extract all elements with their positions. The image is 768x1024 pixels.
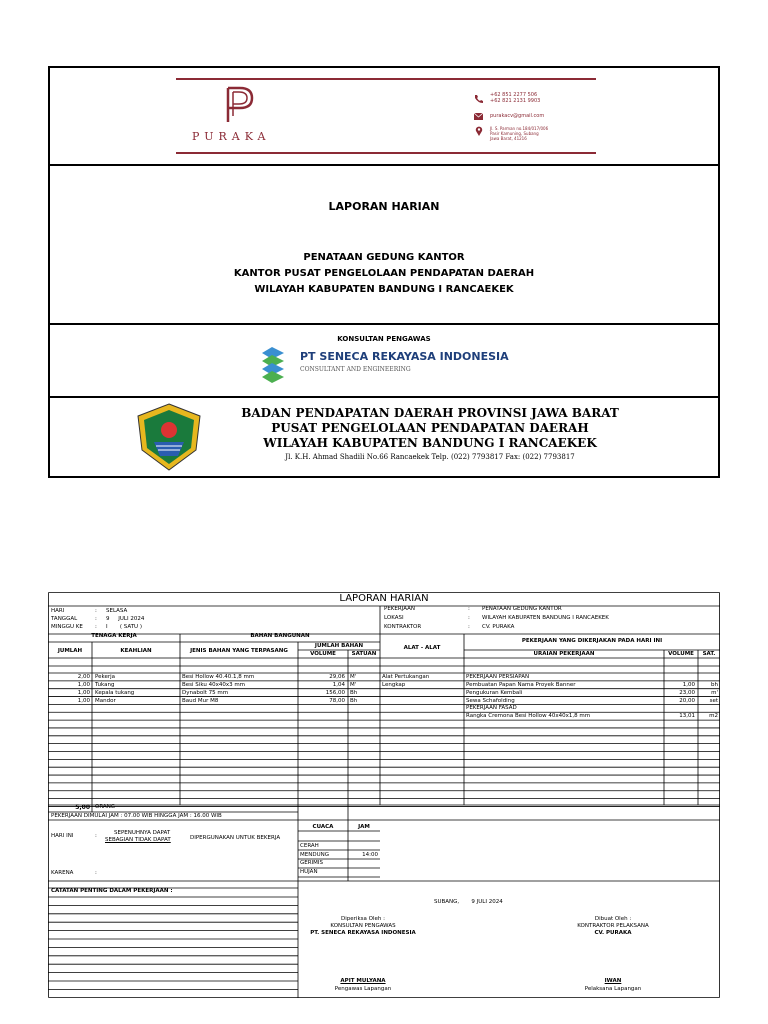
kontraktor-value: CV. PURAKA bbox=[482, 624, 515, 630]
worker-count: 2,00 bbox=[77, 674, 90, 680]
cover-page bbox=[48, 66, 720, 478]
project-line-2: KANTOR PUSAT PENGELOLAAN PENDAPATAN DAERAH bbox=[233, 268, 535, 279]
material-unit: M' bbox=[350, 674, 357, 680]
consultant-label: KONSULTAN PENGAWAS bbox=[337, 335, 431, 343]
tanggal-value: 9 JULI 2024 bbox=[106, 616, 145, 622]
weather-condition: HUJAN bbox=[300, 868, 318, 875]
work-unit: m2 bbox=[709, 713, 718, 720]
jam-header: JAM bbox=[358, 824, 370, 830]
worker-count: 1,00 bbox=[77, 681, 90, 688]
cuaca-header: CUACA bbox=[312, 824, 334, 830]
pekerjaan-value: PENATAAN GEDUNG KANTOR bbox=[482, 606, 562, 612]
worker-skill: Pekerja bbox=[95, 674, 116, 680]
karena-label: KARENA bbox=[51, 870, 74, 876]
minggu-label: MINGGU KE bbox=[51, 624, 83, 630]
header-volume: VOLUME bbox=[310, 651, 336, 657]
material-name: Dynabolt 75 mm bbox=[182, 689, 229, 696]
header-alat: ALAT - ALAT bbox=[403, 645, 441, 651]
agency-line-3: WILAYAH KABUPATEN BANDUNG I RANCAEKEK bbox=[263, 436, 597, 450]
hari-label: HARI bbox=[51, 608, 65, 614]
work-hours: PEKERJAAN DIMULAI JAM : 07.00 WIB HINGGA JAM : 16.00 WIB bbox=[51, 813, 222, 819]
header-jumlah-bahan: JUMLAH BAHAN bbox=[314, 643, 364, 649]
letterhead-bottom-rule bbox=[176, 152, 596, 154]
checked-by-label: Diperiksa Oleh : bbox=[341, 916, 385, 922]
letterhead-top-rule bbox=[176, 78, 596, 80]
weather-condition: GERIMIS bbox=[300, 860, 324, 867]
tool-name: Lengkap bbox=[382, 681, 406, 688]
form-title: LAPORAN HARIAN bbox=[339, 593, 429, 604]
work-item: Pembuatan Papan Nama Proyek Banner bbox=[466, 681, 576, 688]
tool-name: Alat Pertukangan bbox=[382, 674, 430, 680]
sign-1-name: APIT MULYANA bbox=[340, 978, 386, 984]
weather-condition: MENDUNG bbox=[300, 851, 329, 858]
worker-skill: Kepala tukang bbox=[95, 689, 135, 696]
work-volume: 20,00 bbox=[679, 697, 695, 704]
header-satuan: SATUAN bbox=[351, 651, 377, 657]
material-name: Baud Mur M8 bbox=[182, 697, 219, 704]
header-sat: SAT. bbox=[702, 651, 716, 657]
address-line-1: Jl. S. Parman no.184/017/006 bbox=[490, 126, 549, 131]
work-item: Rangka Cremona Besi Hollow 40x40x1,8 mm bbox=[466, 713, 591, 720]
header-keahlian: KEAHLIAN bbox=[120, 648, 152, 654]
email-text: purakacv@gmail.com bbox=[490, 113, 545, 119]
tanggal-colon: : bbox=[95, 616, 97, 622]
worker-count: 1,00 bbox=[77, 697, 90, 704]
project-line-3: WILAYAH KABUPATEN BANDUNG I RANCAEKEK bbox=[254, 284, 514, 295]
lokasi-colon: : bbox=[468, 615, 470, 621]
orang-label: ORANG bbox=[95, 804, 116, 810]
material-volume: 78,00 bbox=[329, 697, 345, 704]
made-company: CV. PURAKA bbox=[594, 930, 632, 936]
made-by-label: Dibuat Oleh : bbox=[594, 916, 632, 922]
project-line-1: PENATAAN GEDUNG KANTOR bbox=[303, 252, 465, 263]
agency-address: Jl. K.H. Ahmad Shadili No.66 Rancaekek Telp. (022) 7793817 Fax: (022) 7793817 bbox=[285, 453, 575, 461]
checked-company: PT. SENECA REKAYASA INDONESIA bbox=[310, 930, 416, 936]
phone-icon bbox=[474, 94, 483, 103]
option-sebagian: SEBAGIAN TIDAK DAPAT bbox=[105, 837, 171, 843]
pekerjaan-label: PEKERJAAN bbox=[384, 606, 416, 612]
sign-2-title: Pelaksana Lapangan bbox=[584, 986, 642, 992]
header-tenaga-kerja: TENAGA KERJA bbox=[91, 633, 137, 639]
work-volume: 23,00 bbox=[679, 689, 695, 696]
material-name: Besi Siku 40x40x3 mm bbox=[182, 681, 246, 688]
sign-1-title: Pengawas Lapangan bbox=[334, 986, 392, 992]
total-workers: 5,00 bbox=[75, 804, 90, 811]
hari-colon: : bbox=[95, 608, 97, 614]
material-volume: 29,06 bbox=[329, 674, 345, 680]
hari-ini-colon: : bbox=[95, 833, 97, 839]
agency-block bbox=[50, 398, 718, 478]
consultant-block bbox=[50, 325, 718, 398]
catatan-label: CATATAN PENTING DALAM PEKERJAAN : bbox=[51, 888, 173, 894]
header-jenis-bahan: JENIS BAHAN YANG TERPASANG bbox=[190, 648, 288, 654]
work-item: Sewa Schafolding bbox=[466, 697, 515, 704]
project-title-block bbox=[50, 166, 718, 325]
agency-line-2: PUSAT PENGELOLAAN PENDAPATAN DAERAH bbox=[271, 421, 589, 435]
work-unit: m' bbox=[711, 689, 718, 696]
work-item: Pengukuran Kembali bbox=[466, 689, 523, 696]
checked-role: KONSULTAN PENGAWAS bbox=[330, 923, 396, 929]
work-item: PEKERJAAN FASAD bbox=[466, 705, 517, 712]
made-role: KONTRAKTOR PELAKSANA bbox=[577, 923, 649, 929]
place-date: SUBANG, 9 JULI 2024 bbox=[434, 899, 503, 905]
header-bahan-bangunan: BAHAN BANGUNAN bbox=[250, 633, 310, 639]
west-java-emblem-icon bbox=[134, 402, 204, 472]
material-name: Besi Hollow 40.40.1,8 mm bbox=[182, 674, 255, 680]
email-icon bbox=[474, 113, 483, 120]
karena-colon: : bbox=[95, 870, 97, 876]
letterhead bbox=[50, 68, 718, 166]
header-uraian: URAIAN PEKERJAAN bbox=[533, 651, 595, 657]
work-unit: bh bbox=[711, 681, 718, 688]
phone-1: +62 851 2277 506 bbox=[490, 92, 538, 98]
worker-skill: Tukang bbox=[95, 681, 115, 688]
minggu-value: I ( SATU ) bbox=[106, 624, 142, 630]
weather-time: 14:00 bbox=[362, 851, 378, 858]
daily-report-form bbox=[48, 592, 720, 998]
work-unit: set bbox=[709, 697, 718, 704]
material-unit: Bh bbox=[350, 689, 358, 696]
consultant-tagline: CONSULTANT AND ENGINEERING bbox=[300, 366, 411, 373]
sign-2-name: IWAN bbox=[604, 978, 622, 984]
kontraktor-label: KONTRAKTOR bbox=[384, 624, 422, 630]
worker-count: 1,00 bbox=[77, 689, 90, 696]
address-line-3: Jawa Barat, 41216 bbox=[490, 136, 527, 141]
weather-condition: CERAH bbox=[300, 843, 319, 849]
header-jumlah: JUMLAH bbox=[57, 648, 83, 654]
material-volume: 156,00 bbox=[325, 689, 345, 696]
material-unit: Bh bbox=[350, 697, 358, 704]
material-unit: M' bbox=[350, 681, 357, 688]
material-volume: 1,04 bbox=[332, 681, 345, 688]
worker-skill: Mandor bbox=[95, 697, 116, 704]
cover-report-title: LAPORAN HARIAN bbox=[328, 200, 440, 213]
work-volume: 13,01 bbox=[679, 713, 695, 720]
lokasi-label: LOKASI bbox=[384, 615, 404, 621]
hari-ini-label: HARI INI bbox=[51, 833, 74, 839]
location-pin-icon bbox=[475, 126, 483, 136]
consultant-name: PT SENECA REKAYASA INDONESIA bbox=[300, 350, 509, 363]
kontraktor-colon: : bbox=[468, 624, 470, 630]
address-line-2: Pasir Kamuning, Subang bbox=[490, 131, 539, 136]
header-volume-2: VOLUME bbox=[668, 651, 694, 657]
lokasi-value: WILAYAH KABUPATEN BANDUNG I RANCAEKEK bbox=[482, 615, 609, 621]
tanggal-label: TANGGAL bbox=[51, 616, 78, 622]
work-volume: 1,00 bbox=[682, 681, 695, 688]
seneca-logo-icon bbox=[260, 347, 286, 387]
dipergunakan-label: DIPERGUNAKAN UNTUK BEKERJA bbox=[190, 835, 281, 841]
minggu-colon: : bbox=[95, 624, 97, 630]
hari-value: SELASA bbox=[106, 608, 128, 614]
header-pekerjaan-hari-ini: PEKERJAAN YANG DIKERJAKAN PADA HARI INI bbox=[521, 638, 663, 644]
puraka-brand-name: PURAKA bbox=[192, 130, 271, 143]
pekerjaan-colon: : bbox=[468, 606, 470, 612]
phone-2: +62 821 2131 9903 bbox=[490, 98, 541, 104]
option-sepenuhnya: SEPENUHNYA DAPAT bbox=[114, 830, 171, 836]
agency-line-1: BADAN PENDAPATAN DAERAH PROVINSI JAWA BARAT bbox=[241, 406, 619, 420]
puraka-logo-icon bbox=[222, 86, 256, 124]
work-item: PEKERJAAN PERSIAPAN bbox=[466, 674, 530, 680]
